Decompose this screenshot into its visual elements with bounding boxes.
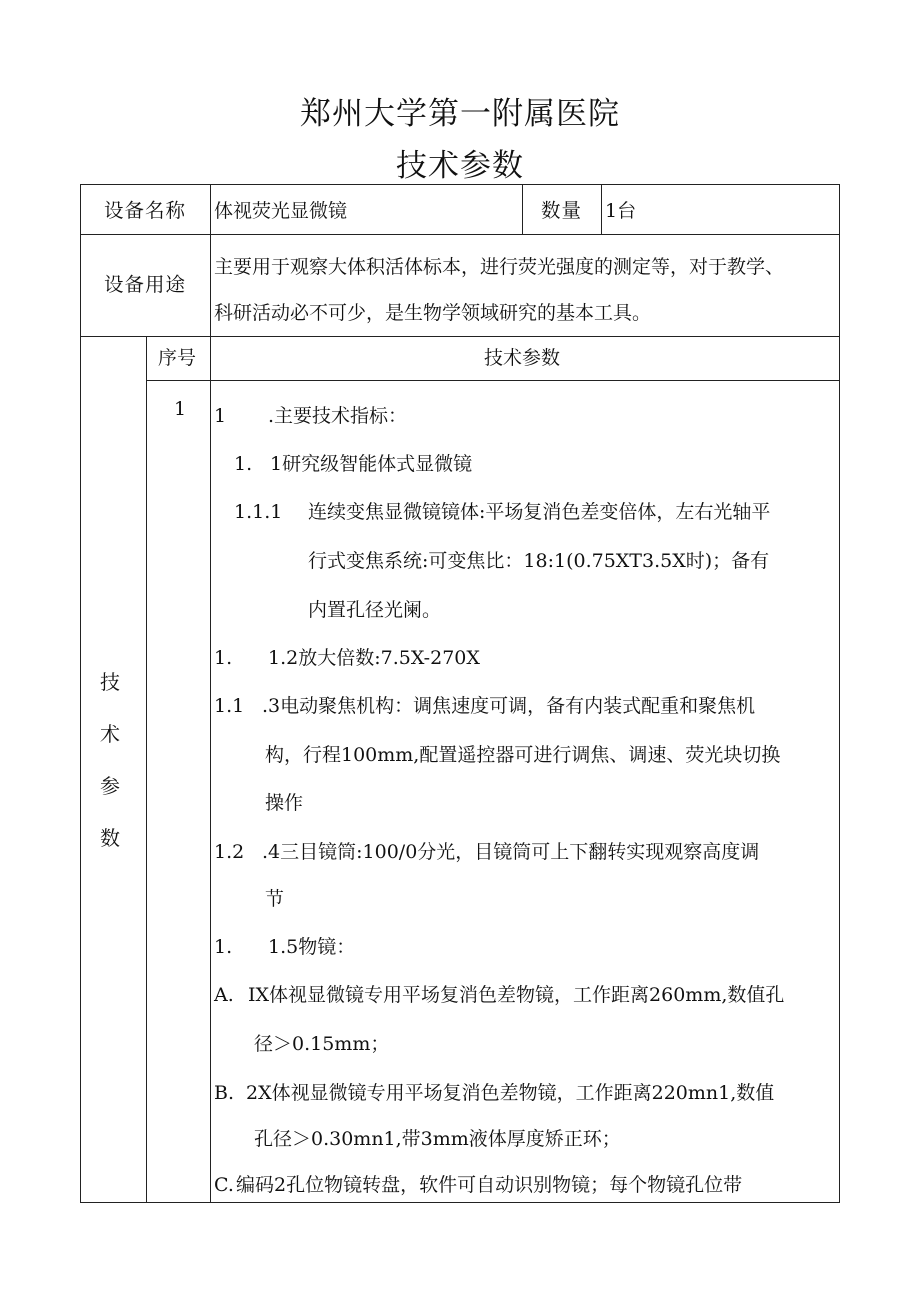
spec-line-number: 1. (234, 453, 253, 475)
device-use-line-2: 科研活动必不可少，是生物学领域研究的基本工具。 (214, 302, 652, 324)
col-divider (146, 336, 147, 1202)
spec-line-number: 1.1.1 (234, 501, 283, 523)
row-divider (80, 336, 840, 337)
spec-line-text: .3电动聚焦机构：调焦速度可调，备有内装式配重和聚焦机 (262, 695, 756, 717)
col-divider (210, 336, 211, 1202)
spec-line-number: C. (214, 1174, 234, 1196)
spec-line-text: 1研究级智能体式显微镜 (270, 453, 473, 475)
spec-line-number: A. (214, 984, 234, 1006)
spec-line-number: 1. (214, 936, 233, 958)
spec-line-text: 径＞0.15mm； (254, 1033, 390, 1055)
device-name-value: 体视荧光显微镜 (214, 200, 348, 222)
table-border-bottom (80, 1202, 840, 1203)
device-use-label: 设备用途 (104, 273, 187, 296)
col-divider (210, 184, 211, 336)
table-border-top (80, 184, 840, 185)
spec-line-text: 操作 (265, 792, 304, 814)
row-divider (146, 380, 840, 381)
spec-line-text: 构，行程100mm,配置遥控器可进行调焦、调速、荧光块切换 (265, 744, 781, 766)
col-divider (601, 184, 602, 234)
spec-line-text: 节 (265, 888, 285, 910)
row-divider (80, 234, 840, 235)
spec-line-number: 1. (214, 647, 233, 669)
spec-line-text: 1.2放大倍数:7.5X-270X (268, 647, 480, 669)
side-label-char: 参 (100, 774, 120, 798)
spec-line-text: 行式变焦系统:可变焦比：18:1(0.75XT3.5X时)；备有 (308, 550, 770, 572)
side-label-char: 数 (100, 826, 120, 850)
device-use-line-1: 主要用于观察大体积活体标本，进行荧光强度的测定等，对于教学、 (214, 256, 785, 278)
side-label-char: 术 (100, 722, 120, 746)
document-title: 技术参数 (396, 148, 524, 184)
col-divider (522, 184, 523, 234)
spec-line-text: 内置孔径光阑。 (308, 599, 442, 621)
table-border-left (80, 184, 81, 1202)
quantity-label: 数量 (541, 199, 583, 222)
spec-line-text: 连续变焦显微镜镜体:平场复消色差变倍体，左右光轴平 (308, 501, 771, 523)
hospital-name: 郑州大学第一附属医院 (300, 96, 620, 132)
side-label-char: 技 (100, 670, 120, 694)
spec-line-text: .4三目镜筒:100/0分光，目镜筒可上下翻转实现观察高度调 (262, 841, 760, 863)
quantity-value: 1台 (605, 200, 637, 222)
row-seq-number: 1 (174, 398, 187, 420)
spec-line-text: 孔径＞0.30mn1,带3mm液体厚度矫正环； (254, 1128, 621, 1150)
spec-line-text: 2X体视显微镜专用平场复消色差物镜，工作距离220mn1,数值 (246, 1082, 775, 1104)
seq-column-header: 序号 (158, 347, 197, 369)
spec-line-text: 编码2孔位物镜转盘，软件可自动识别物镜；每个物镜孔位带 (236, 1174, 743, 1196)
spec-line-number: 1.1 (214, 695, 245, 717)
spec-line-number: B. (214, 1082, 235, 1104)
spec-line-number: 1.2 (214, 841, 245, 863)
spec-line-text: 1.5物镜： (268, 936, 356, 958)
table-border-right (839, 184, 840, 1202)
spec-line-number: 1 (214, 405, 227, 427)
spec-line-text: .主要技术指标： (268, 405, 408, 427)
spec-line-text: IX体视显微镜专用平场复消色差物镜，工作距离260mm,数值孔 (248, 984, 785, 1006)
device-name-label: 设备名称 (104, 199, 187, 222)
param-column-header: 技术参数 (484, 347, 561, 369)
